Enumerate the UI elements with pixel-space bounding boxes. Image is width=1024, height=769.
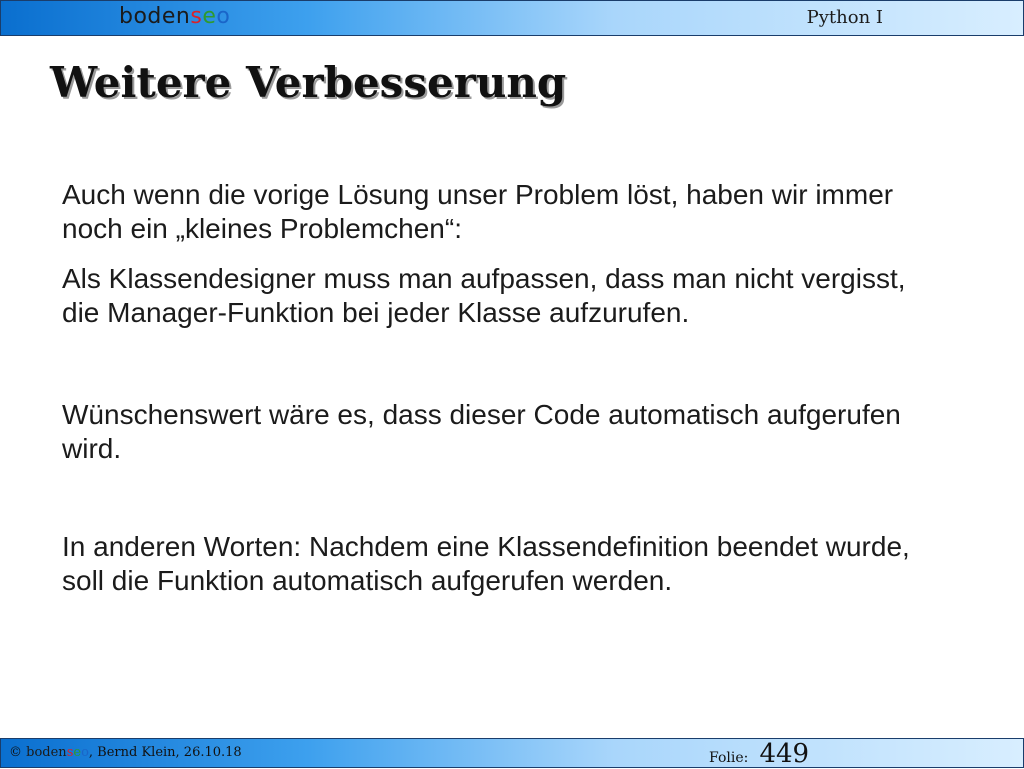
logo-part: s (190, 4, 203, 29)
logo-part: o (216, 4, 231, 29)
brand-part: e (73, 745, 82, 760)
footer-bar (0, 738, 1024, 768)
footer-credits (9, 745, 242, 760)
slide-title: Weitere Verbesserung (50, 58, 567, 107)
slide-body (62, 178, 942, 598)
brand-part: o (81, 745, 89, 760)
slide-number (709, 739, 809, 769)
logo-part: e (202, 4, 217, 29)
paragraph-2: Als Klassendesigner muss man aufpassen, dass man nicht vergisst, die Manager-Funktion bei jeder Klasse aufzurufen. (62, 263, 906, 328)
brand-part: s (66, 745, 74, 760)
folie-label: Folie: (709, 750, 749, 766)
bodenseo-logo (119, 3, 230, 31)
brand-part: boden (26, 745, 67, 760)
copyright-symbol: © (9, 745, 22, 760)
paragraph-1: Auch wenn die vorige Lösung unser Problem löst, haben wir immer noch ein „kleines Problemchen“: (62, 179, 894, 244)
paragraph-4: In anderen Worten: Nachdem eine Klassendefinition beendet wurde, soll die Funktion automatisch aufgerufen werden. (62, 531, 910, 596)
course-title: Python I (806, 7, 883, 28)
logo-part: boden (119, 4, 191, 29)
author-date: , Bernd Klein, 26.10.18 (88, 745, 242, 760)
footer-brand (26, 745, 89, 760)
folie-number: 449 (759, 739, 810, 769)
paragraph-3: Wünschenswert wäre es, dass dieser Code automatisch aufgerufen wird. (62, 399, 901, 464)
header-bar (0, 0, 1024, 36)
